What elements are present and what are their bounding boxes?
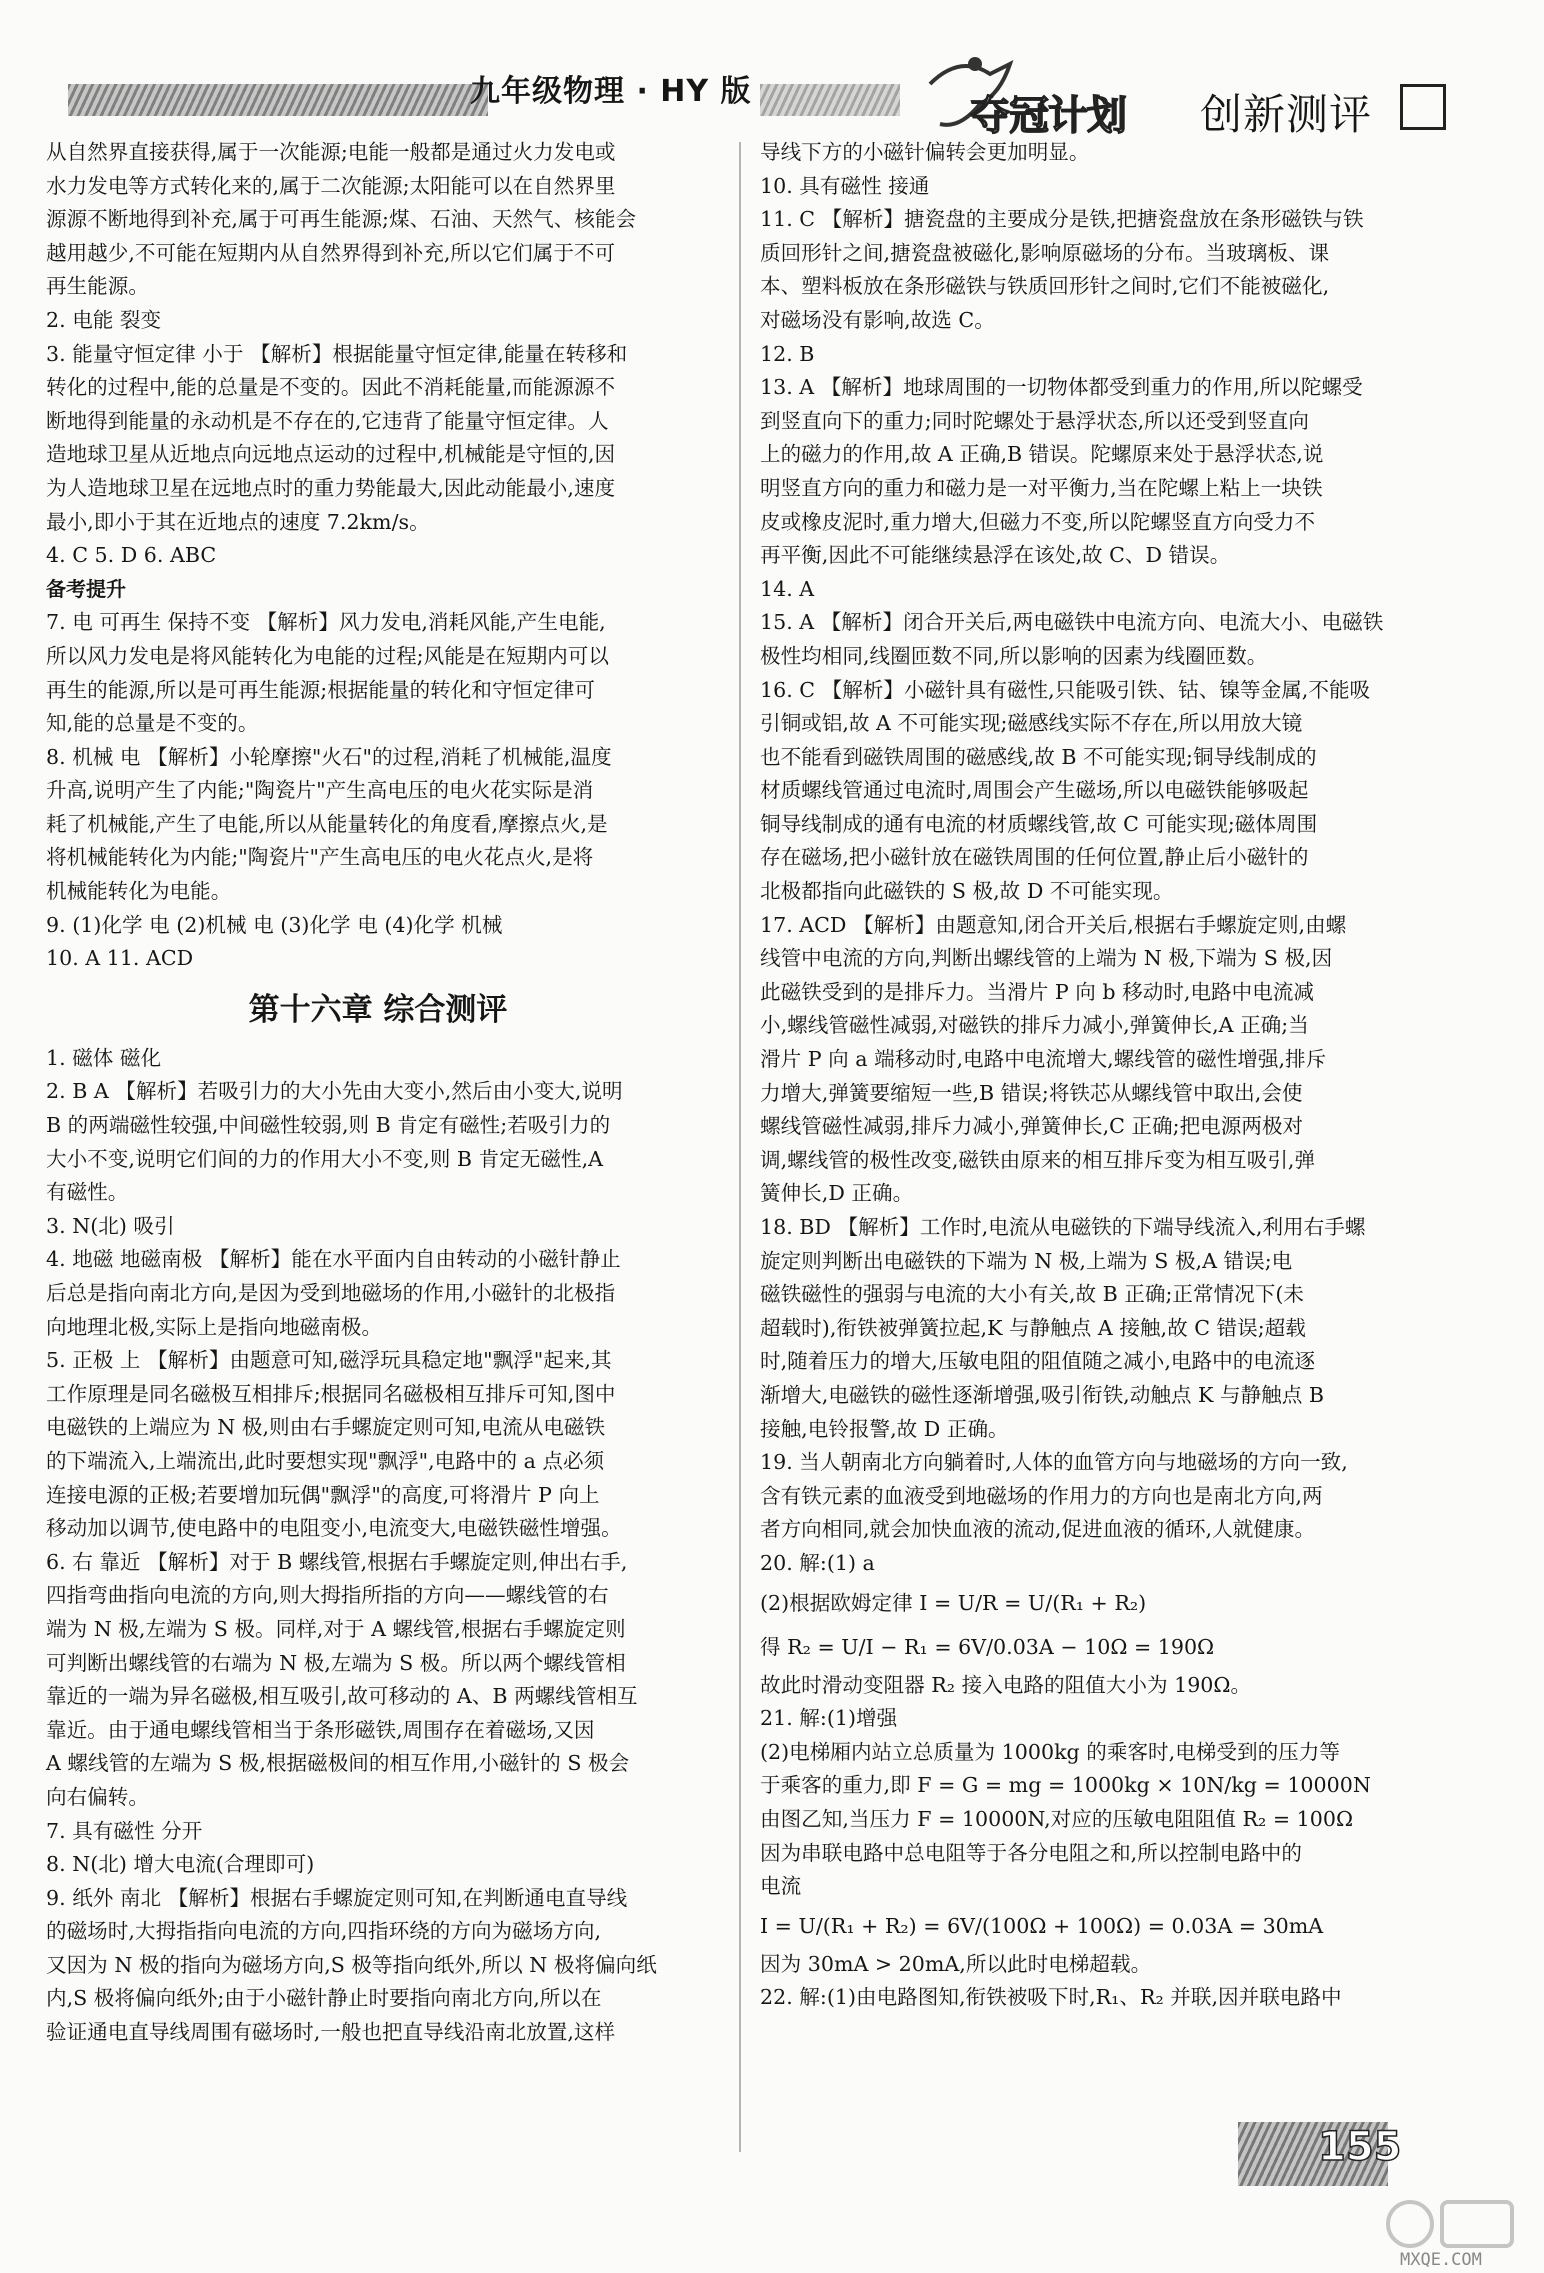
- left-text-line: A 螺线管的左端为 S 极,根据磁极间的相互作用,小磁针的 S 极会: [46, 1751, 630, 1776]
- right-text-line: 簧伸长,D 正确。: [760, 1181, 914, 1206]
- right-text-line: 导线下方的小磁针偏转会更加明显。: [760, 140, 1090, 164]
- right-text-line: 11. C 【解析】搪瓷盘的主要成分是铁,把搪瓷盘放在条形磁铁与铁: [760, 207, 1364, 232]
- left-text-line: 向地理北极,实际上是指向地磁南极。: [46, 1314, 383, 1339]
- page-number: 155: [1318, 2124, 1402, 2170]
- formula-line: I = U/(R₁ + R₂) = 6V/(100Ω + 100Ω) = 0.03A = 30mA: [760, 1913, 1324, 1938]
- left-text-line: 耗了机械能,产生了电能,所以从能量转化的角度看,摩擦点火,是: [46, 811, 608, 836]
- right-text-line: 到竖直向下的重力;同时陀螺处于悬浮状态,所以还受到竖直向: [760, 408, 1309, 433]
- left-text-line: 所以风力发电是将风能转化为电能的过程;风能是在短期内可以: [46, 643, 609, 668]
- right-text-line: 存在磁场,把小磁针放在磁铁周围的任何位置,静止后小磁针的: [760, 845, 1309, 870]
- right-text-line: 17. ACD 【解析】由题意知,闭合开关后,根据右手螺旋定则,由螺: [760, 912, 1347, 937]
- right-text-line: 引铜或铝,故 A 不可能实现;磁感线实际不存在,所以用放大镜: [760, 711, 1303, 736]
- right-text-line: 21. 解:(1)增强: [760, 1706, 898, 1731]
- right-text-line: 也不能看到磁铁周围的磁感线,故 B 不可能实现;铜导线制成的: [760, 744, 1317, 769]
- left-text-line: 最小,即小于其在近地点的速度 7.2km/s。: [46, 509, 430, 534]
- left-text-line: 2. B A 【解析】若吸引力的大小先由大变小,然后由小变大,说明: [46, 1079, 623, 1104]
- right-text-line: 对磁场没有影响,故选 C。: [760, 307, 995, 332]
- header-title: 九年级物理 · HY 版: [470, 74, 752, 109]
- left-text-line: 3. 能量守恒定律 小于 【解析】根据能量守恒定律,能量在转移和: [46, 341, 628, 366]
- left-text-line: 10. A 11. ACD: [46, 946, 194, 971]
- right-text-line: 含有铁元素的血液受到地磁场的作用力的方向也是南北方向,两: [760, 1483, 1323, 1508]
- left-text-line: 后总是指向南北方向,是因为受到地磁场的作用,小磁针的北极指: [46, 1281, 616, 1305]
- header-series-name: 创新测评: [1200, 90, 1373, 139]
- watermark-url: MXQE.COM: [1400, 2250, 1482, 2270]
- header-box-icon: [1400, 84, 1446, 130]
- formula-line: (2)根据欧姆定律 I = U/R = U/(R₁ + R₂): [760, 1590, 1147, 1615]
- left-text-line: 验证通电直导线周围有磁场时,一般也把直导线沿南北放置,这样: [46, 2020, 616, 2045]
- column-divider: [739, 142, 741, 2152]
- right-text-line: 北极都指向此磁铁的 S 极,故 D 不可能实现。: [760, 879, 1174, 904]
- left-text-line: 电磁铁的上端应为 N 极,则由右手螺旋定则可知,电流从电磁铁: [46, 1415, 606, 1440]
- right-text-line: 皮或橡皮泥时,重力增大,但磁力不变,所以陀螺竖直方向受力不: [760, 509, 1316, 534]
- left-text-line: 再生能源。: [46, 274, 149, 299]
- right-text-line: 时,随着压力的增大,压敏电阻的阻值随之减小,电路中的电流逐: [760, 1349, 1316, 1374]
- right-text-line: 由图乙知,当压力 F = 10000N,对应的压敏电阻阻值 R₂ = 100Ω: [760, 1806, 1354, 1831]
- right-text-line: 调,螺线管的极性改变,磁铁由原来的相互排斥变为相互吸引,弹: [760, 1147, 1316, 1172]
- left-text-line: 工作原理是同名磁极互相排斥;根据同名磁极相互排斥可知,图中: [46, 1381, 616, 1406]
- right-text-line: 于乘客的重力,即 F = G = mg = 1000kg × 10N/kg = 10000N: [760, 1773, 1371, 1798]
- right-text-line: 此磁铁受到的是排斥力。当滑片 P 向 b 移动时,电路中电流减: [760, 979, 1315, 1004]
- right-text-line: 螺线管磁性减弱,排斥力减小,弹簧伸长,C 正确;把电源两极对: [760, 1114, 1304, 1139]
- right-text-line: 接触,电铃报警,故 D 正确。: [760, 1416, 1009, 1441]
- right-text-line: 线管中电流的方向,判断出螺线管的上端为 N 极,下端为 S 极,因: [760, 946, 1333, 971]
- right-text-line: (2)电梯厢内站立总质量为 1000kg 的乘客时,电梯受到的压力等: [760, 1739, 1340, 1764]
- left-text-line: 3. N(北) 吸引: [46, 1213, 175, 1238]
- left-text-line: 断地得到能量的永动机是不存在的,它违背了能量守恒定律。人: [46, 408, 609, 433]
- left-text-line: 的磁场时,大拇指指向电流的方向,四指环绕的方向为磁场方向,: [46, 1919, 602, 1944]
- right-text-line: 13. A 【解析】地球周围的一切物体都受到重力的作用,所以陀螺受: [760, 375, 1363, 400]
- left-text-line: 连接电源的正极;若要增加玩偶"飘浮"的高度,可将滑片 P 向上: [46, 1482, 600, 1507]
- right-text-line: 磁铁磁性的强弱与电流的大小有关,故 B 正确;正常情况下(未: [760, 1282, 1304, 1307]
- left-text-line: 四指弯曲指向电流的方向,则大拇指所指的方向——螺线管的右: [46, 1583, 609, 1608]
- right-text-line: 20. 解:(1) a: [760, 1550, 875, 1575]
- right-text-line: 上的磁力的作用,故 A 正确,B 错误。陀螺原来处于悬浮状态,说: [760, 442, 1324, 467]
- left-text-line: 靠近。由于通电螺线管相当于条形磁铁,周围存在着磁场,又因: [46, 1717, 595, 1742]
- left-text-line: 5. 正极 上 【解析】由题意可知,磁浮玩具稳定地"飘浮"起来,其: [46, 1348, 612, 1373]
- right-text-line: 故此时滑动变阻器 R₂ 接入电路的阻值大小为 190Ω。: [760, 1672, 1252, 1697]
- left-column: [46, 136, 710, 2050]
- right-text-line: 19. 当人朝南北方向躺着时,人体的血管方向与地磁场的方向一致,: [760, 1450, 1348, 1475]
- right-text-line: 材质螺线管通过电流时,周围会产生磁场,所以电磁铁能够吸起: [760, 778, 1309, 803]
- left-text-line: 越用越少,不可能在短期内从自然界得到补充,所以它们属于不可: [46, 240, 616, 265]
- right-text-line: 铜导线制成的通有电流的材质螺线管,故 C 可能实现;磁体周围: [760, 811, 1318, 836]
- page-header: [0, 0, 1544, 142]
- left-text-line: 将机械能转化为内能;"陶瓷片"产生高电压的电火花点火,是将: [46, 845, 594, 870]
- right-text-line: 旋定则判断出电磁铁的下端为 N 极,上端为 S 极,A 错误;电: [760, 1248, 1293, 1273]
- right-text-line: 者方向相同,就会加快血液的流动,促进血液的循环,人就健康。: [760, 1517, 1316, 1542]
- right-text-line: 再平衡,因此不可能继续悬浮在该处,故 C、D 错误。: [760, 543, 1231, 568]
- left-text-line: 源源不断地得到补充,属于可再生能源;煤、石油、天然气、核能会: [46, 207, 637, 232]
- section-title: 第十六章 综合测评: [248, 991, 508, 1028]
- left-text-line: 7. 电 可再生 保持不变 【解析】风力发电,消耗风能,产生电能,: [46, 610, 606, 635]
- left-text-line: 靠近的一端为异名磁极,相互吸引,故可移动的 A、B 两螺线管相互: [46, 1684, 638, 1709]
- right-text-line: 超载时),衔铁被弹簧拉起,K 与静触点 A 接触,故 C 错误;超载: [760, 1315, 1306, 1340]
- left-text-line: 机械能转化为电能。: [46, 879, 232, 904]
- right-text-line: 因为 30mA > 20mA,所以此时电梯超载。: [760, 1951, 1152, 1976]
- right-text-line: 16. C 【解析】小磁针具有磁性,只能吸引铁、钴、镍等金属,不能吸: [760, 677, 1371, 702]
- header-stripe-left: [68, 84, 488, 116]
- left-text-line: 造地球卫星从近地点向远地点运动的过程中,机械能是守恒的,因: [46, 442, 616, 467]
- right-text-line: 力增大,弹簧要缩短一些,B 错误;将铁芯从螺线管中取出,会使: [760, 1080, 1303, 1105]
- left-text-line: 4. 地磁 地磁南极 【解析】能在水平面内自由转动的小磁针静止: [46, 1247, 621, 1272]
- right-text-line: 22. 解:(1)由电路图知,衔铁被吸下时,R₁、R₂ 并联,因并联电路中: [760, 1985, 1342, 2010]
- right-text-line: 明竖直方向的重力和磁力是一对平衡力,当在陀螺上粘上一块铁: [760, 475, 1323, 500]
- left-text-line: B 的两端磁性较强,中间磁性较弱,则 B 肯定有磁性;若吸引力的: [46, 1113, 611, 1138]
- left-text-line: 水力发电等方式转化来的,属于二次能源;太阳能可以在自然界里: [46, 173, 616, 198]
- left-text-line: 8. N(北) 增大电流(合理即可): [46, 1852, 315, 1877]
- left-text-line: 2. 电能 裂变: [46, 307, 162, 332]
- right-text-line: 本、塑料板放在条形磁铁与铁质回形针之间时,它们不能被磁化,: [760, 274, 1330, 299]
- left-text-line: 7. 具有磁性 分开: [46, 1818, 203, 1843]
- header-stripe-right: [760, 84, 900, 116]
- left-text-line: 9. (1)化学 电 (2)机械 电 (3)化学 电 (4)化学 机械: [46, 912, 503, 937]
- left-text-line: 知,能的总量是不变的。: [46, 711, 259, 736]
- left-text-line: 向右偏转。: [46, 1784, 149, 1809]
- left-text-line: 从自然界直接获得,属于一次能源;电能一般都是通过火力发电或: [46, 140, 616, 164]
- left-text-line: 移动加以调节,使电路中的电阻变小,电流变大,电磁铁磁性增强。: [46, 1516, 622, 1541]
- formula-line: 得 R₂ = U/I − R₁ = 6V/0.03A − 10Ω = 190Ω: [760, 1634, 1215, 1659]
- right-text-line: 18. BD 【解析】工作时,电流从电磁铁的下端导线流入,利用右手螺: [760, 1215, 1366, 1239]
- left-text-line: 1. 磁体 磁化: [46, 1045, 162, 1070]
- left-text-line: 内,S 极将偏向纸外;由于小磁针静止时要指向南北方向,所以在: [46, 1986, 602, 2011]
- left-text-line: 再生的能源,所以是可再生能源;根据能量的转化和守恒定律可: [46, 677, 595, 702]
- left-text-line: 端为 N 极,左端为 S 极。同样,对于 A 螺线管,根据右手螺旋定则: [46, 1616, 626, 1641]
- right-text-line: 12. B: [760, 341, 815, 366]
- subsection-heading: 备考提升: [46, 576, 126, 601]
- right-text-line: 小,螺线管磁性减弱,对磁铁的排斥力减小,弹簧伸长,A 正确;当: [760, 1013, 1309, 1038]
- right-column: [760, 136, 1418, 2015]
- left-text-line: 升高,说明产生了内能;"陶瓷片"产生高电压的电火花实际是消: [46, 778, 594, 803]
- right-text-line: 15. A 【解析】闭合开关后,两电磁铁中电流方向、电流大小、电磁铁: [760, 610, 1384, 635]
- left-text-line: 又因为 N 极的指向为磁场方向,S 极等指向纸外,所以 N 极将偏向纸: [46, 1952, 657, 1977]
- right-text-line: 电流: [760, 1874, 802, 1899]
- left-text-line: 9. 纸外 南北 【解析】根据右手螺旋定则可知,在判断通电直导线: [46, 1885, 628, 1910]
- right-text-line: 滑片 P 向 a 端移动时,电路中电流增大,螺线管的磁性增强,排斥: [760, 1047, 1327, 1072]
- left-text-line: 6. 右 靠近 【解析】对于 B 螺线管,根据右手螺旋定则,伸出右手,: [46, 1549, 628, 1574]
- logo-text: 夺冠计划: [970, 93, 1126, 139]
- right-text-line: 10. 具有磁性 接通: [760, 173, 930, 198]
- left-text-line: 可判断出螺线管的右端为 N 极,左端为 S 极。所以两个螺线管相: [46, 1650, 626, 1675]
- left-text-line: 为人造地球卫星在远地点时的重力势能最大,因此动能最小,速度: [46, 475, 616, 500]
- left-text-line: 转化的过程中,能的总量是不变的。因此不消耗能量,而能源源不: [46, 375, 616, 400]
- right-text-line: 极性均相同,线圈匝数不同,所以影响的因素为线圈匝数。: [760, 643, 1268, 668]
- left-text-line: 8. 机械 电 【解析】小轮摩擦"火石"的过程,消耗了机械能,温度: [46, 744, 612, 769]
- left-text-line: 大小不变,说明它们间的力的作用大小不变,则 B 肯定无磁性,A: [46, 1146, 603, 1171]
- left-text-line: 有磁性。: [46, 1180, 129, 1205]
- right-text-line: 质回形针之间,搪瓷盘被磁化,影响原磁场的分布。当玻璃板、课: [760, 240, 1330, 265]
- right-text-line: 渐增大,电磁铁的磁性逐渐增强,吸引衔铁,动触点 K 与静触点 B: [760, 1382, 1325, 1407]
- left-text-line: 4. C 5. D 6. ABC: [46, 543, 217, 568]
- left-text-line: 的下端流入,上端流出,此时要想实现"飘浮",电路中的 a 点必须: [46, 1448, 605, 1473]
- right-text-line: 因为串联电路中总电阻等于各分电阻之和,所以控制电路中的: [760, 1840, 1302, 1865]
- right-text-line: 14. A: [760, 576, 815, 601]
